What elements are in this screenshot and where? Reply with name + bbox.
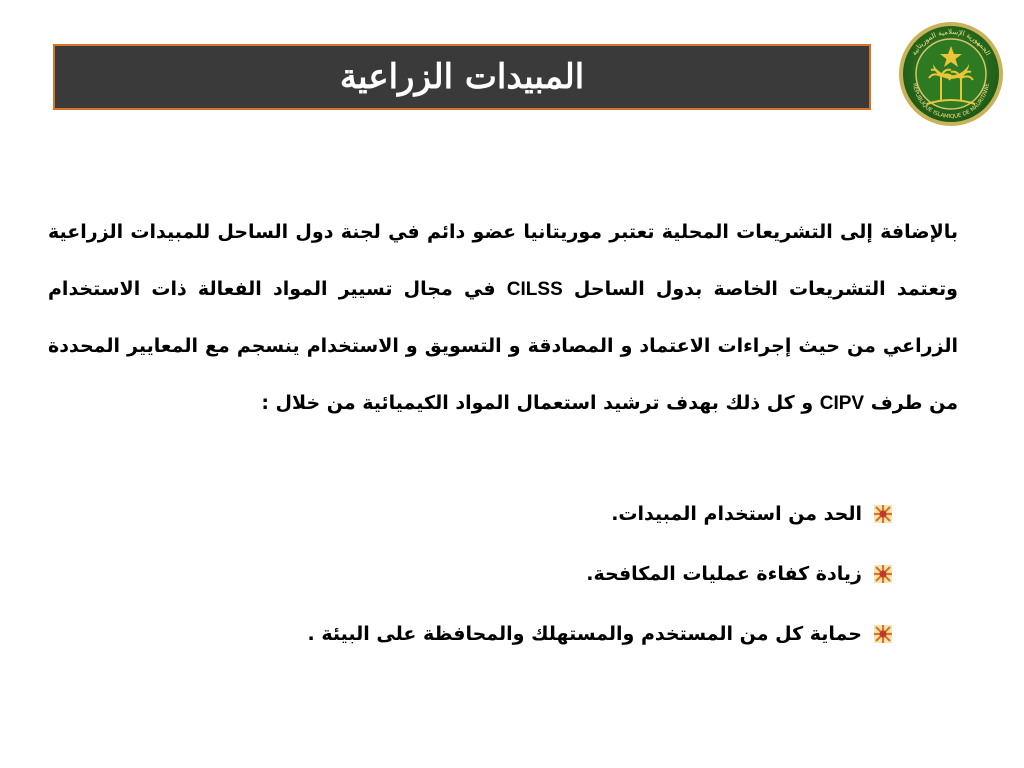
seal-text-top: الجمهورية الإسلامية الموريتانية [910,27,992,57]
slide-title: المبيدات الزراعية [339,57,585,97]
bullet-text: زيادة كفاءة عمليات المكافحة. [586,563,862,585]
acronym-cipv: CIPV [819,393,865,414]
bullet-text: الحد من استخدام المبيدات. [611,503,862,525]
bullet-text: حماية كل من المستخدم والمستهلك والمحافظة على البيئة . [307,623,862,645]
paragraph-part-2: في مجال تسيير المواد الفعالة ذات الاستخدام الزراعي من حيث إجراءات الاعتماد و المصادقة و التسويق و الاستخدام ينسجم مع المعايير المحددة من طرف [48,278,958,414]
starburst-bullet-icon [872,503,894,525]
list-item [180,544,894,604]
list-item [180,604,894,664]
starburst-bullet-icon [872,563,894,585]
starburst-bullet-icon [872,623,894,645]
acronym-cilss: CILSS [506,279,563,300]
list-item [180,484,894,544]
national-seal-icon [897,20,1005,128]
title-bar [53,44,871,110]
seal-text-bottom: REPUBLIQUE ISLAMIQUE DE MAURITANIE [911,82,991,121]
body-paragraph [48,204,958,432]
paragraph-part-1: بالإضافة إلى التشريعات المحلية تعتبر موريتانيا عضو دائم في لجنة دول الساحل للمبيدات الزراعية وتعتمد التشريعات الخاصة بدول الساحل [48,221,958,300]
bullet-list [180,484,894,664]
paragraph-part-3: و كل ذلك بهدف ترشيد استعمال المواد الكيميائية من خلال : [261,392,820,414]
